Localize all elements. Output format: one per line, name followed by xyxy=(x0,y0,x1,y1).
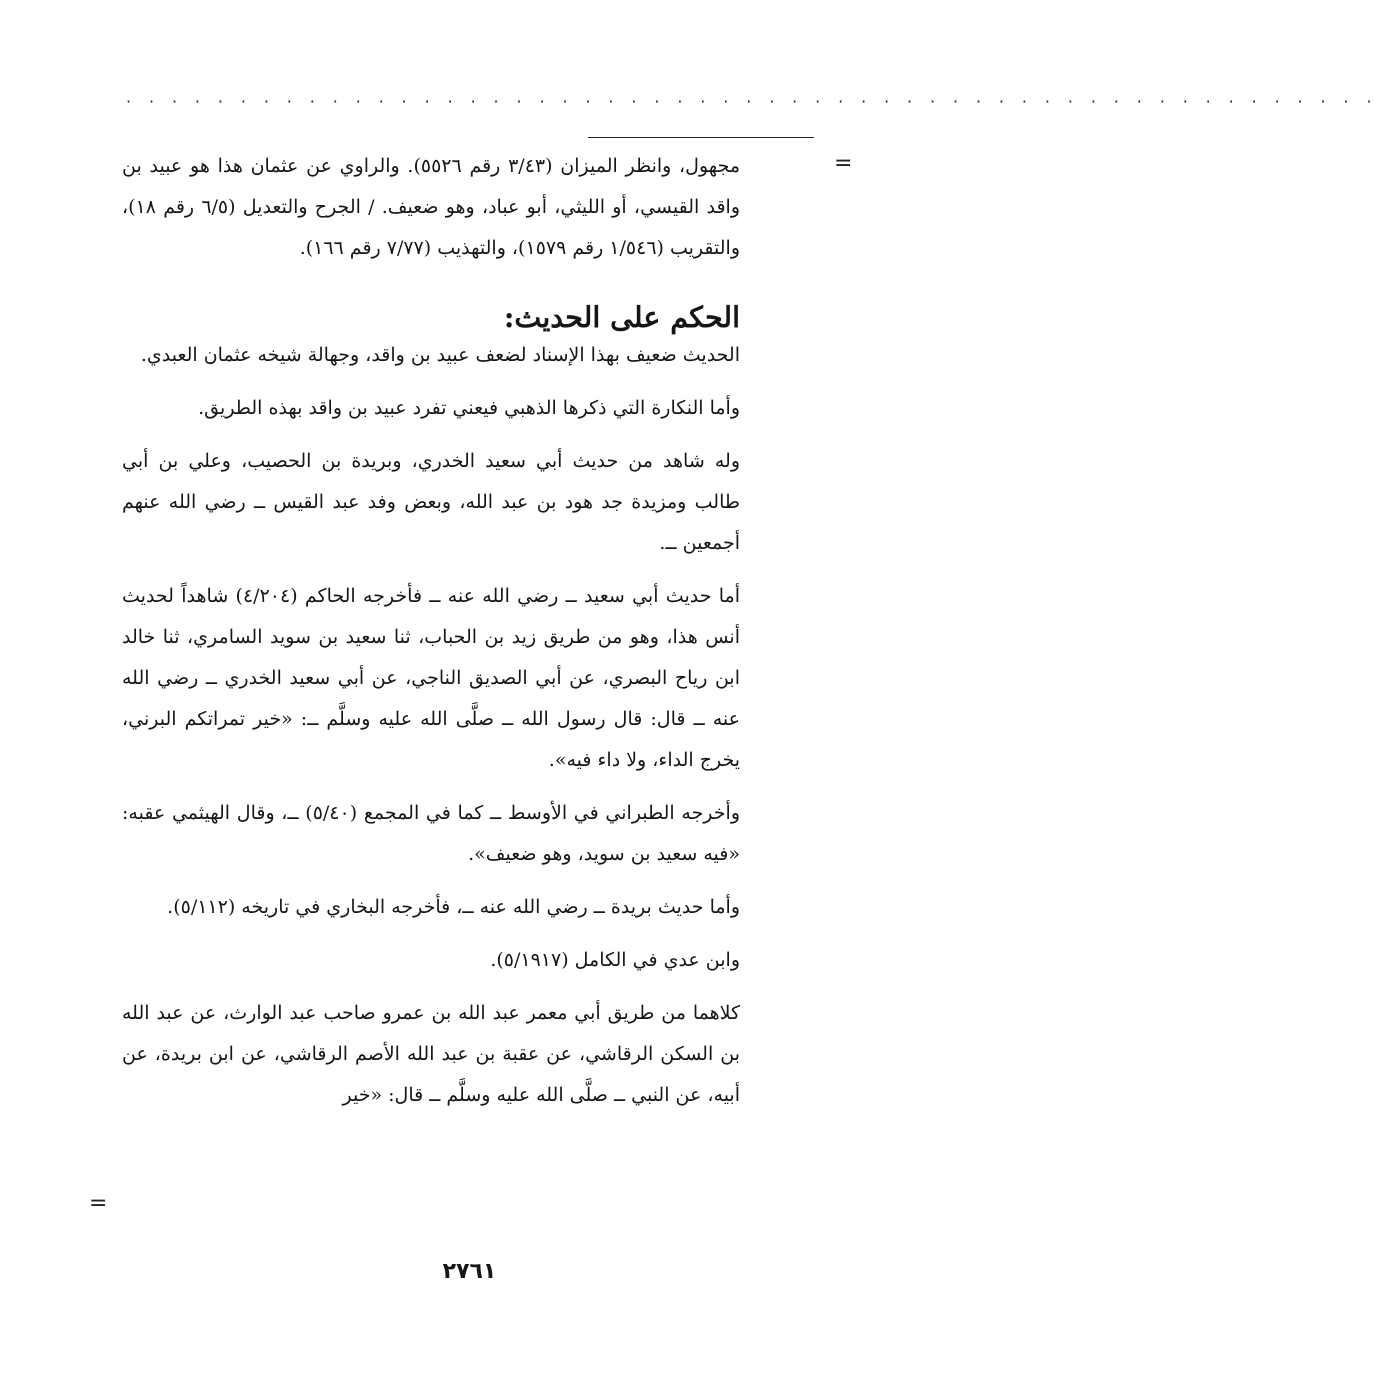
page-number: ٢٧٦١ xyxy=(442,1259,497,1284)
footnote-rule xyxy=(588,137,814,138)
paragraph-7: وابن عدي في الكامل (٥/١٩١٧). xyxy=(490,949,740,971)
page-text xyxy=(122,146,740,1128)
continuation-mark-top: = xyxy=(834,151,853,176)
dotted-separator: · · · · · · · · · · · · · · · · · · · · · · · · · · · · · · · · · · · · · · · · · · · · · · · · · · · · · · · xyxy=(126,92,1378,111)
paragraph-4: أما حديث أبي سعيد ــ رضي الله عنه ــ فأخرجه الحاكم (٤/٢٠٤) شاهداً لحديث أنس هذا، وهو من طريق زيد بن الحباب، ثنا سعيد بن سويد السامري، ثنا خالد ابن رياح البصري، عن أبي الصديق الناجي، عن أبي سعيد الخدري ــ رضي الله عنه ــ قال: قال رسول الله ــ صلَّى الله عليه وسلَّم ــ: «خير تمراتكم البرني، يخرج الداء، ولا داء فيه». xyxy=(122,585,740,771)
paragraph-3: وله شاهد من حديث أبي سعيد الخدري، وبريدة بن الحصيب، وعلي بن أبي طالب ومزيدة جد هود بن عبد الله، وبعض وفد عبد القيس ــ رضي الله عنهم أجمعين ــ. xyxy=(122,450,740,554)
paragraph-6: وأما حديث بريدة ــ رضي الله عنه ــ، فأخرجه البخاري في تاريخه (٥/١١٢). xyxy=(167,896,740,918)
paragraph-1: الحديث ضعيف بهذا الإسناد لضعف عبيد بن واقد، وجهالة شيخه عثمان العبدي. xyxy=(140,344,740,366)
paragraph-8: كلاهما من طريق أبي معمر عبد الله بن عمرو صاحب عبد الوارث، عن عبد الله بن السكن الرقاشي، عن عقبة بن عبد الله الأصم الرقاشي، عن ابن بريدة، عن أبيه، عن النبي ــ صلَّى الله عليه وسلَّم ــ قال: «خير xyxy=(122,1002,740,1106)
footnote-text: مجهول، وانظر الميزان (٣/٤٣ رقم ٥٥٢٦). والراوي عن عثمان هذا هو عبيد بن واقد القيسي، أو الليثي، أبو عباد، وهو ضعيف. / الجرح والتعديل (٦/٥ رقم ١٨)، والتقريب (١/٥٤٦ رقم ١٥٧٩)، والتهذيب (٧/٧٧ رقم ١٦٦). xyxy=(122,155,741,259)
paragraph-5: وأخرجه الطبراني في الأوسط ــ كما في المجمع (٥/٤٠) ــ، وقال الهيثمي عقبه: «فيه سعيد بن سويد، وهو ضعيف». xyxy=(122,802,740,865)
section-heading: الحكم على الحديث: xyxy=(503,300,740,334)
paragraph-2: وأما النكارة التي ذكرها الذهبي فيعني تفرد عبيد بن واقد بهذه الطريق. xyxy=(198,397,740,419)
continuation-mark-bottom: = xyxy=(89,1191,108,1216)
